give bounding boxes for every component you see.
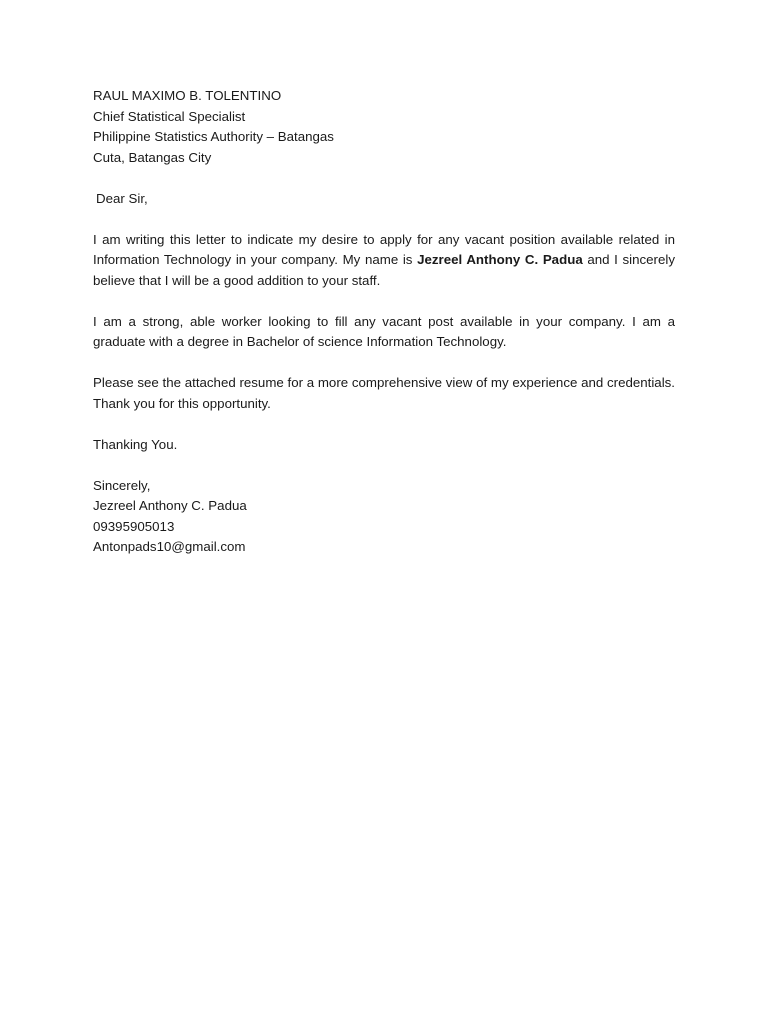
closing-block	[93, 476, 675, 558]
recipient-block	[93, 86, 675, 168]
sender-phone: 09395905013	[93, 518, 175, 534]
recipient-title: Chief Statistical Specialist	[93, 108, 246, 124]
paragraph-intro-text-after: and I sincerely believe that I will be a good addition to your staff.	[93, 252, 675, 288]
paragraph-resume: Please see the attached resume for a more comprehensive view of my experience and credentials. Thank you for this opportunity.	[93, 375, 675, 411]
salutation: Dear Sir,	[96, 190, 148, 206]
paragraph-intro	[93, 230, 675, 292]
paragraph-qualifications: I am a strong, able worker looking to fill any vacant post available in your company. I am a graduate with a degree in Bachelor of science Information Technology.	[93, 313, 675, 349]
recipient-organization: Philippine Statistics Authority – Batangas	[93, 129, 334, 144]
sender-name: Jezreel Anthony C. Padua	[93, 498, 247, 513]
valediction: Sincerely,	[93, 477, 151, 493]
thanking-line: Thanking You.	[93, 436, 178, 452]
recipient-name: RAUL MAXIMO B. TOLENTINO	[93, 88, 282, 103]
applicant-name-bold: Jezreel Anthony C. Padua	[417, 252, 583, 267]
sender-email: Antonpads10@gmail.com	[93, 539, 246, 554]
cover-letter	[93, 86, 675, 578]
paragraph-intro-text-before: I am writing this letter to indicate my desire to apply for any vacant position available related in Information Technology in your company. My name is	[93, 231, 675, 267]
recipient-address: Cuta, Batangas City	[93, 149, 212, 165]
